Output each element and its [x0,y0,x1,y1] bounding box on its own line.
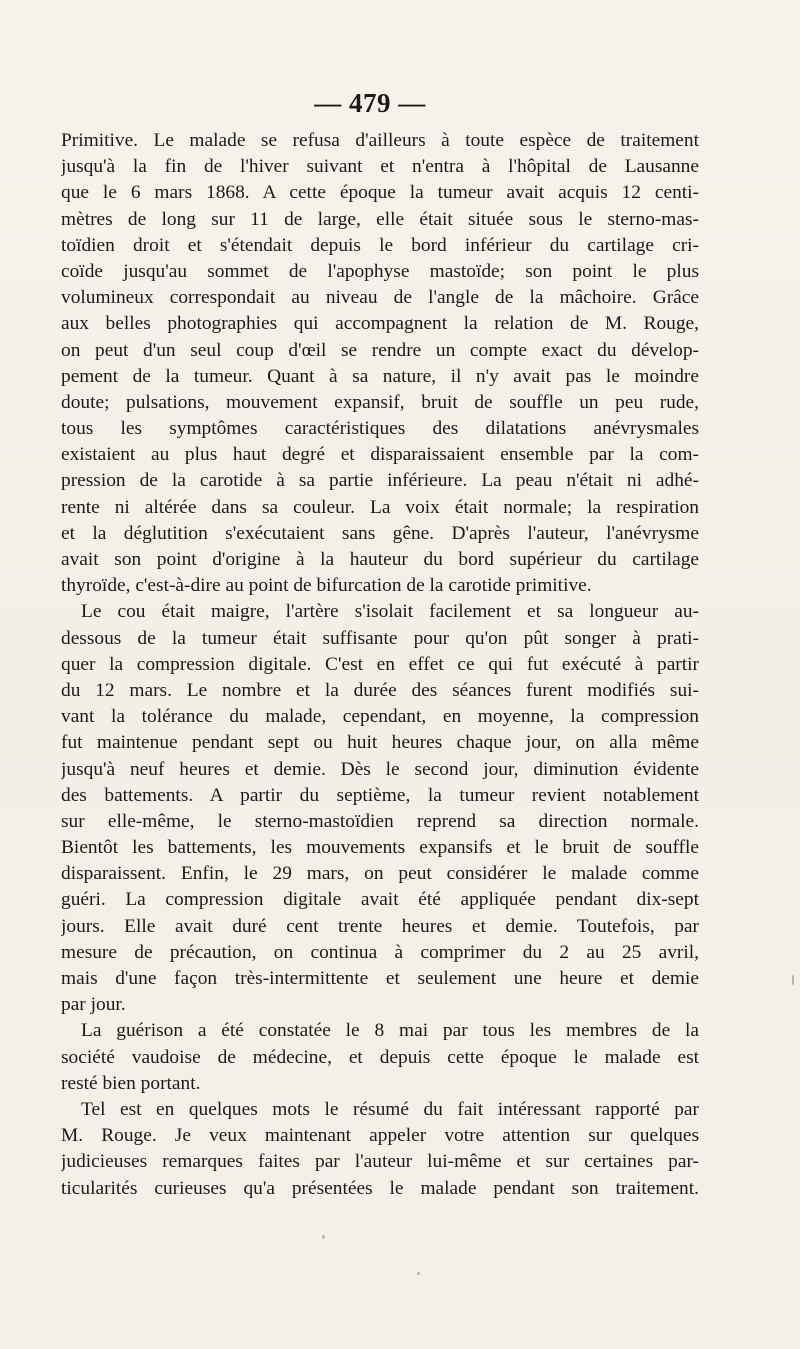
text-line: judicieuses remarques faites par l'auteur lui-même et sur certaines par- [61,1151,699,1173]
text-line: Primitive. Le malade se refusa d'ailleurs à toute espèce de traitement [61,130,699,151]
text-line: on peut d'un seul coup d'œil se rendre un compte exact du dévelop- [61,339,699,361]
text-line: vant la tolérance du malade, cependant, en moyenne, la compression [61,706,699,728]
paragraph-1 [61,128,699,599]
paper-speck [322,1235,325,1239]
text-line: que le 6 mars 1868. A cette époque la tumeur avait acquis 12 centi- [61,182,699,204]
text-line: pement de la tumeur. Quant à sa nature, il n'y avait pas le moindre [61,365,699,387]
text-line: disparaissent. Enfin, le 29 mars, on peut considérer le malade comme [61,863,699,885]
text-line: jusqu'à la fin de l'hiver suivant et n'entra à l'hôpital de Lausanne [61,156,699,178]
text-line: par jour. [61,994,126,1016]
text-line: doute; pulsations, mouvement expansif, bruit de souffle un peu rude, [61,391,699,413]
text-line: Bientôt les battements, les mouvements expansifs et le bruit de souffle [61,837,699,859]
text-line: du 12 mars. Le nombre et la durée des séances furent modifiés sui- [61,679,699,701]
text-line: mais d'une façon très-intermittente et seulement une heure et demie [61,968,699,989]
paper-speck [417,1272,420,1275]
text-line: rente ni altérée dans sa couleur. La voix était normale; la respiration [61,496,699,518]
text-line: société vaudoise de médecine, et depuis cette époque le malade est [61,1046,699,1068]
text-line: existaient au plus haut degré et disparaissaient ensemble par la com- [61,444,699,466]
text-line: sur elle-même, le sterno-mastoïdien reprend sa direction normale. [61,810,699,832]
paragraph-2 [61,599,699,1018]
paragraph-3 [61,1018,699,1097]
text-line: mètres de long sur 11 de large, elle était située sous le sterno-mas- [61,208,699,230]
paragraph-4 [61,1097,699,1202]
text-line: avait son point d'origine à la hauteur du bord supérieur du cartilage [61,549,699,570]
text-line: aux belles photographies qui accompagnent la relation de M. Rouge, [61,313,699,335]
page-number: — 479 — [314,88,426,118]
text-line: fut maintenue pendant sept ou huit heures chaque jour, on alla même [61,732,699,754]
text-line: volumineux correspondait au niveau de l'angle de la mâchoire. Grâce [61,287,699,309]
text-line: M. Rouge. Je veux maintenant appeler votre attention sur quelques [61,1125,699,1147]
text-line: guéri. La compression digitale avait été appliquée pendant dix-sept [61,889,699,911]
text-line: thyroïde, c'est-à-dire au point de bifurcation de la carotide primitive. [61,575,592,597]
text-line: toïdien droit et s'étendait depuis le bord inférieur du cartilage cri- [61,234,699,256]
text-line: La guérison a été constatée le 8 mai par tous les membres de la [81,1020,699,1042]
text-line: tous les symptômes caractéristiques des dilatations anévrysmales [61,418,699,440]
text-line: et la déglutition s'exécutaient sans gêne. D'après l'auteur, l'anévrysme [61,522,699,544]
text-line: jusqu'à neuf heures et demie. Dès le second jour, diminution évidente [61,758,699,780]
text-line: quer la compression digitale. C'est en effet ce qui fut exécuté à partir [61,653,699,675]
text-line: jours. Elle avait duré cent trente heures et demie. Toutefois, par [61,915,699,937]
paper-speck [792,975,794,985]
text-line: pression de la carotide à sa partie inférieure. La peau n'était ni adhé- [61,470,699,492]
text-line: coïde jusqu'au sommet de l'apophyse mastoïde; son point le plus [61,260,699,282]
text-line: mesure de précaution, on continua à comprimer du 2 au 25 avril, [61,941,699,963]
text-line: resté bien portant. [61,1072,201,1094]
text-line: des battements. A partir du septième, la tumeur revient notablement [61,784,699,806]
body-text [61,128,699,1202]
text-line: Le cou était maigre, l'artère s'isolait facilement et sa longueur au- [81,601,699,623]
text-line: ticularités curieuses qu'a présentées le malade pendant son traitement. [61,1177,699,1199]
text-line: dessous de la tumeur était suffisante pour qu'on pût songer à prati- [61,627,699,649]
text-line: Tel est en quelques mots le résumé du fait intéressant rapporté par [81,1098,699,1120]
